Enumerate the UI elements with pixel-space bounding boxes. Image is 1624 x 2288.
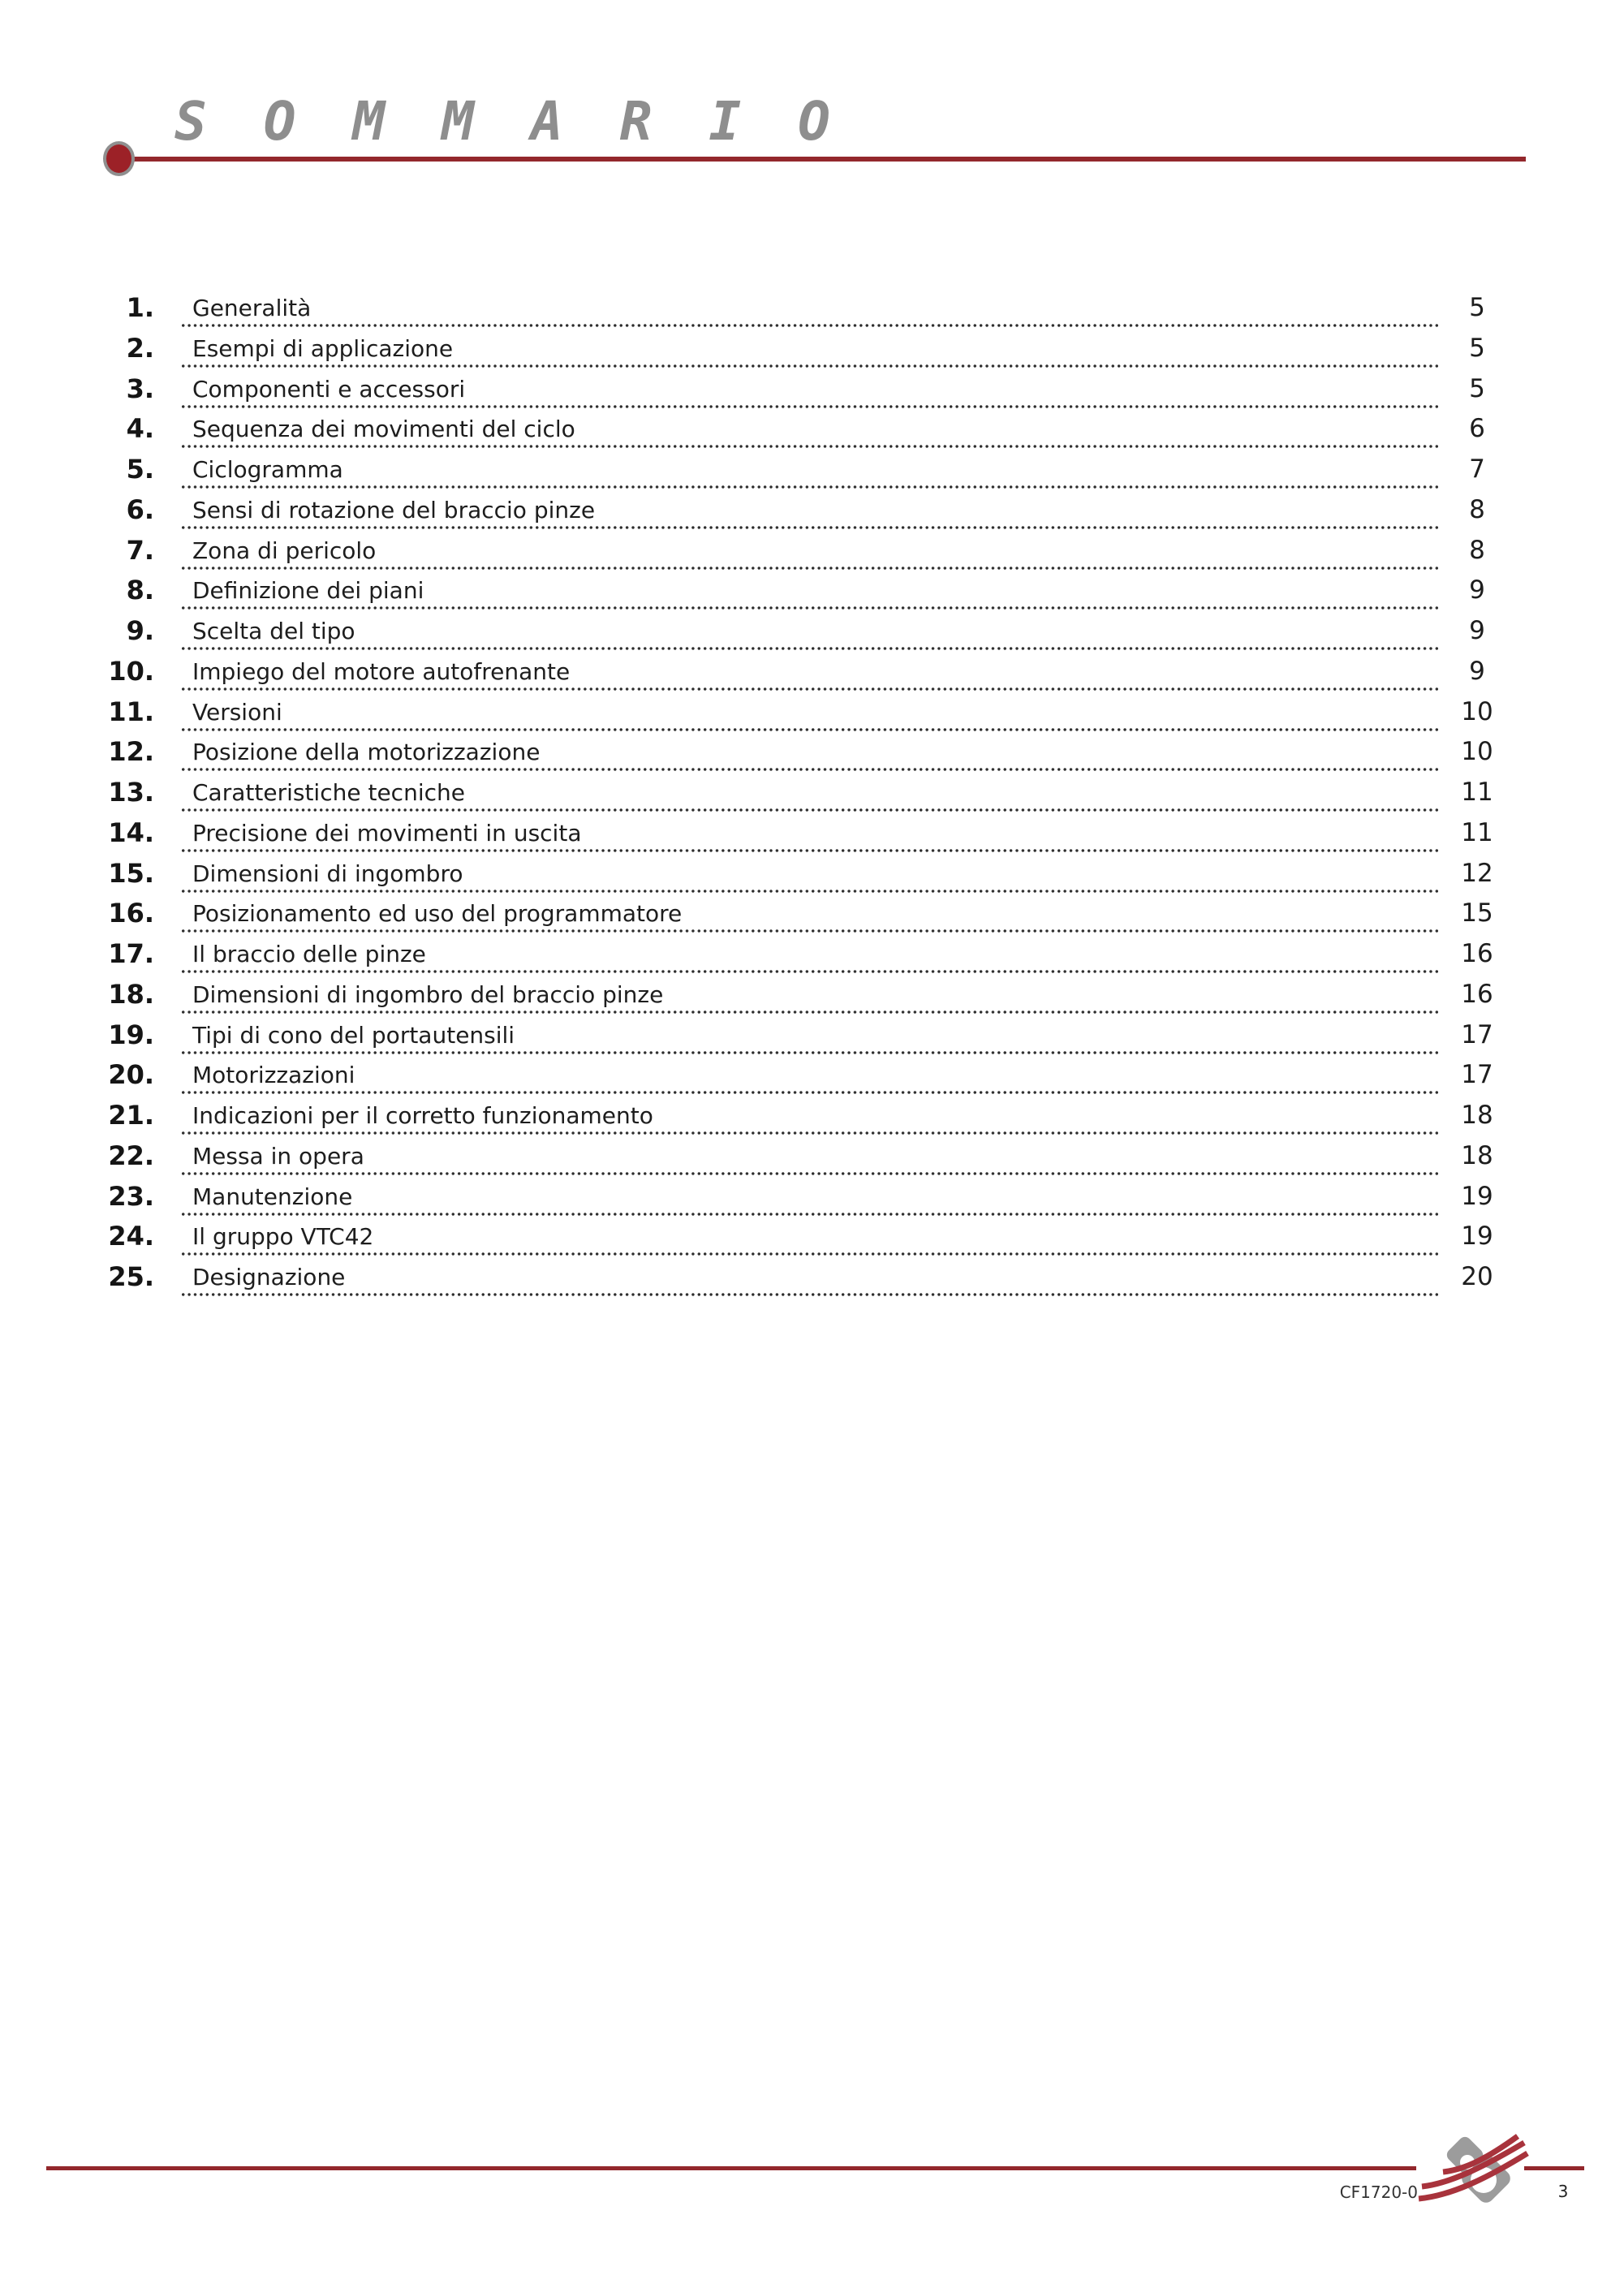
toc-item-title: Esempi di applicazione: [192, 334, 454, 362]
toc-row: [0, 1174, 1624, 1215]
toc-row: [0, 1093, 1624, 1134]
toc-row: [0, 1013, 1624, 1054]
toc-row: [0, 488, 1624, 528]
company-logo-icon: [1415, 2133, 1531, 2206]
toc-row: [0, 972, 1624, 1013]
toc-item-page: 17: [1461, 1019, 1493, 1049]
toc-item-page: 16: [1461, 939, 1493, 968]
toc-item-page: 15: [1461, 898, 1493, 929]
page-number: 3: [1557, 2182, 1569, 2201]
toc-item-page: 11: [1461, 778, 1493, 807]
toc-item-number: 21.: [108, 1100, 154, 1131]
toc-item-title: Sensi di rotazione del braccio pinze: [192, 496, 596, 524]
toc-item-number: 14.: [108, 817, 154, 848]
toc-item-number: 6.: [126, 493, 154, 525]
toc-item-title: Dimensioni di ingombro del braccio pinze: [192, 980, 664, 1008]
toc-item-title: Precisione dei movimenti in uscita: [192, 819, 582, 847]
toc-item-number: 22.: [108, 1140, 154, 1171]
toc-item-page: 9: [1469, 656, 1485, 686]
toc-item-page: 7: [1469, 455, 1485, 484]
toc-row: [0, 1214, 1624, 1255]
toc-item-number: 18.: [108, 978, 154, 1010]
toc-item-title: Impiego del motore autofrenante: [192, 657, 571, 685]
page-title: SOMMARIO: [174, 90, 887, 153]
toc-item-title: Tipi di cono del portautensili: [192, 1021, 515, 1049]
toc-item-page: 5: [1469, 333, 1485, 363]
toc-item-number: 1.: [126, 292, 154, 323]
toc-item-title: Manutenzione: [192, 1183, 353, 1210]
footer-rule: [46, 2166, 1416, 2170]
toc-item-number: 8.: [126, 575, 154, 606]
footer-rule-right-segment: [1524, 2166, 1584, 2170]
toc-item-title: Sequenza dei movimenti del ciclo: [192, 416, 575, 443]
toc-item-title: Generalità: [192, 295, 312, 321]
toc-item-number: 23.: [108, 1180, 154, 1212]
toc-item-title: Caratteristiche tecniche: [192, 779, 465, 806]
toc-item-number: 7.: [126, 534, 154, 566]
toc-item-title: Definizione dei piani: [192, 577, 424, 605]
toc-item-title: Zona di pericolo: [192, 536, 377, 564]
toc-item-title: Il gruppo VTC42: [192, 1223, 374, 1251]
toc-item-title: Posizione della motorizzazione: [192, 739, 541, 766]
toc-row: [0, 730, 1624, 770]
toc-item-page: 11: [1461, 817, 1493, 847]
toc-row: [0, 649, 1624, 690]
toc-row: [0, 407, 1624, 447]
toc-item-page: 8: [1469, 535, 1485, 565]
toc-item-title: Motorizzazioni: [192, 1062, 355, 1089]
toc-item-number: 11.: [108, 696, 154, 727]
toc-row: [0, 1053, 1624, 1093]
toc-item-number: 15.: [108, 857, 154, 889]
toc-item-title: Il braccio delle pinze: [192, 941, 426, 967]
toc-row: [0, 891, 1624, 932]
toc-row: [0, 811, 1624, 851]
toc-item-title: Componenti e accessori: [192, 375, 466, 403]
toc-item-number: 12.: [108, 736, 154, 768]
toc-item-page: 6: [1469, 414, 1485, 444]
toc-item-page: 20: [1461, 1262, 1493, 1291]
toc-row: [0, 609, 1624, 649]
toc-row: [0, 1255, 1624, 1295]
toc-row: [0, 1134, 1624, 1174]
toc-item-page: 10: [1461, 737, 1493, 767]
toc-row: [0, 326, 1624, 367]
toc-item-title: Posizionamento ed uso del programmatore: [192, 900, 683, 928]
toc-item-number: 25.: [108, 1261, 154, 1292]
toc-leader-dots: [182, 1293, 1438, 1296]
toc-item-page: 10: [1461, 696, 1493, 726]
toc-item-number: 20.: [108, 1059, 154, 1091]
toc-row: [0, 568, 1624, 609]
toc-row: [0, 851, 1624, 892]
toc-row: [0, 367, 1624, 407]
toc-item-title: Messa in opera: [192, 1142, 364, 1170]
toc-item-page: 9: [1469, 575, 1485, 605]
toc-row: [0, 770, 1624, 811]
toc-item-page: 18: [1461, 1140, 1493, 1170]
toc-row: [0, 286, 1624, 326]
toc-item-page: 17: [1461, 1060, 1493, 1090]
toc-item-number: 4.: [126, 413, 154, 445]
toc-item-number: 5.: [126, 454, 154, 485]
toc-item-number: 10.: [108, 655, 154, 687]
toc-item-title: Dimensioni di ingombro: [192, 860, 463, 887]
toc-item-number: 19.: [108, 1019, 154, 1050]
toc-item-page: 19: [1461, 1222, 1493, 1252]
toc-row: [0, 932, 1624, 972]
toc-item-page: 8: [1469, 494, 1485, 524]
toc-item-page: 19: [1461, 1181, 1493, 1211]
toc-item-title: Designazione: [192, 1264, 346, 1291]
toc-item-number: 2.: [126, 332, 154, 364]
toc-item-number: 16.: [108, 898, 154, 929]
toc-row: [0, 447, 1624, 488]
document-code: CF1720-0: [1339, 2182, 1418, 2202]
toc-item-number: 24.: [108, 1221, 154, 1252]
toc-item-page: 5: [1469, 293, 1485, 322]
toc-item-number: 9.: [126, 615, 154, 646]
toc-item-number: 17.: [108, 938, 154, 969]
toc-item-title: Ciclogramma: [192, 456, 343, 483]
toc-item-number: 13.: [108, 777, 154, 808]
toc-row: [0, 690, 1624, 730]
toc-item-page: 5: [1469, 373, 1485, 403]
toc-item-page: 18: [1461, 1101, 1493, 1130]
toc-item-number: 3.: [126, 373, 154, 404]
toc-item-page: 16: [1461, 979, 1493, 1009]
toc-item-title: Versioni: [192, 698, 282, 726]
toc-row: [0, 528, 1624, 569]
toc-item-title: Scelta del tipo: [192, 618, 355, 644]
toc-item-title: Indicazioni per il corretto funzionamento: [192, 1102, 653, 1129]
toc-item-page: 9: [1469, 616, 1485, 645]
toc-item-page: 12: [1461, 858, 1493, 888]
